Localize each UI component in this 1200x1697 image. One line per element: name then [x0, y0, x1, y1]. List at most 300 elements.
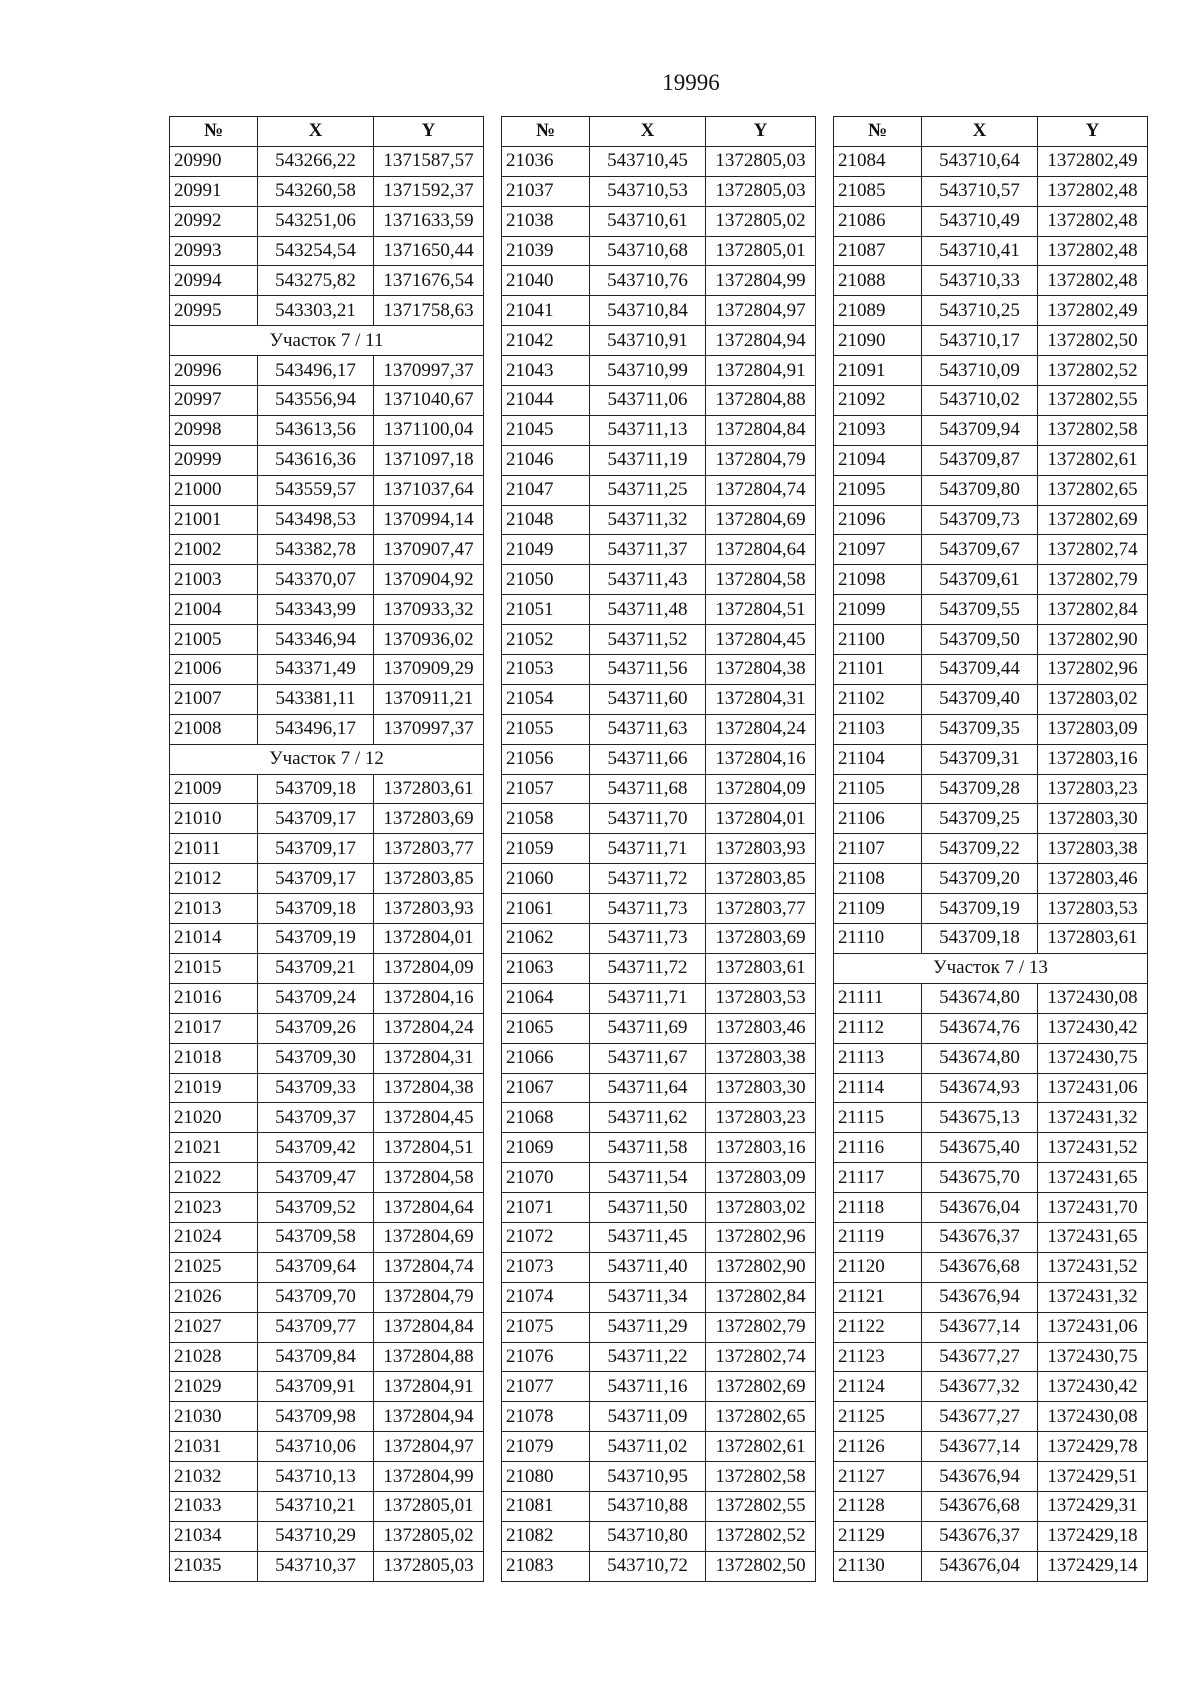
point-number-cell: 21011: [170, 834, 258, 864]
point-number-cell: 21048: [502, 505, 590, 535]
point-number-cell: 21067: [502, 1073, 590, 1103]
x-coordinate-cell: 543711,66: [590, 744, 706, 774]
x-coordinate-cell: 543709,42: [258, 1133, 374, 1163]
y-coordinate-cell: 1372804,88: [374, 1342, 484, 1372]
point-number-cell: 21057: [502, 774, 590, 804]
point-number-cell: 21035: [170, 1551, 258, 1581]
x-coordinate-cell: 543711,34: [590, 1282, 706, 1312]
table-row: [502, 595, 816, 625]
point-number-cell: 21084: [834, 146, 922, 176]
point-number-cell: 21087: [834, 236, 922, 266]
point-number-cell: 21070: [502, 1163, 590, 1193]
y-coordinate-cell: 1372804,01: [706, 804, 816, 834]
point-number-cell: 21040: [502, 266, 590, 296]
table-row: [170, 1342, 484, 1372]
column-header-number: №: [834, 117, 922, 147]
point-number-cell: 21063: [502, 953, 590, 983]
x-coordinate-cell: 543709,37: [258, 1103, 374, 1133]
point-number-cell: 21099: [834, 595, 922, 625]
x-coordinate-cell: 543709,40: [922, 684, 1038, 714]
point-number-cell: 21031: [170, 1432, 258, 1462]
table-row: [170, 146, 484, 176]
table-row: [502, 744, 816, 774]
y-coordinate-cell: 1372802,55: [1038, 386, 1148, 416]
x-coordinate-cell: 543710,80: [590, 1521, 706, 1551]
table-row: [170, 535, 484, 565]
table-row: [170, 595, 484, 625]
x-coordinate-cell: 543676,68: [922, 1491, 1038, 1521]
table-row: [170, 565, 484, 595]
y-coordinate-cell: 1372804,64: [706, 535, 816, 565]
point-number-cell: 21078: [502, 1402, 590, 1432]
x-coordinate-cell: 543709,77: [258, 1312, 374, 1342]
x-coordinate-cell: 543709,31: [922, 744, 1038, 774]
x-coordinate-cell: 543709,19: [258, 924, 374, 954]
x-coordinate-cell: 543711,43: [590, 565, 706, 595]
y-coordinate-cell: 1372802,96: [706, 1222, 816, 1252]
x-coordinate-cell: 543711,70: [590, 804, 706, 834]
point-number-cell: 21089: [834, 296, 922, 326]
y-coordinate-cell: 1372803,46: [706, 1013, 816, 1043]
table-row: [834, 834, 1148, 864]
y-coordinate-cell: 1372430,75: [1038, 1043, 1148, 1073]
table-row: [502, 655, 816, 685]
point-number-cell: 21012: [170, 864, 258, 894]
y-coordinate-cell: 1372804,69: [374, 1222, 484, 1252]
table-row: [170, 864, 484, 894]
y-coordinate-cell: 1372804,94: [706, 326, 816, 356]
table-row: [170, 1432, 484, 1462]
table-row: [834, 774, 1148, 804]
x-coordinate-cell: 543710,72: [590, 1551, 706, 1581]
x-coordinate-cell: 543251,06: [258, 206, 374, 236]
x-coordinate-cell: 543711,09: [590, 1402, 706, 1432]
table-row: [834, 475, 1148, 505]
point-number-cell: 21019: [170, 1073, 258, 1103]
y-coordinate-cell: 1371040,67: [374, 386, 484, 416]
table-row: [502, 924, 816, 954]
y-coordinate-cell: 1372804,24: [374, 1013, 484, 1043]
table-row: [834, 924, 1148, 954]
point-number-cell: 21077: [502, 1372, 590, 1402]
table-row: [502, 1402, 816, 1432]
y-coordinate-cell: 1372429,18: [1038, 1521, 1148, 1551]
table-row: [170, 1193, 484, 1223]
point-number-cell: 21111: [834, 983, 922, 1013]
point-number-cell: 21068: [502, 1103, 590, 1133]
x-coordinate-cell: 543709,28: [922, 774, 1038, 804]
table-row: [834, 1521, 1148, 1551]
y-coordinate-cell: 1372802,55: [706, 1491, 816, 1521]
x-coordinate-cell: 543674,80: [922, 983, 1038, 1013]
y-coordinate-cell: 1372803,77: [374, 834, 484, 864]
x-coordinate-cell: 543676,94: [922, 1282, 1038, 1312]
point-number-cell: 21121: [834, 1282, 922, 1312]
x-coordinate-cell: 543275,82: [258, 266, 374, 296]
x-coordinate-cell: 543709,33: [258, 1073, 374, 1103]
y-coordinate-cell: 1372803,16: [706, 1133, 816, 1163]
x-coordinate-cell: 543709,30: [258, 1043, 374, 1073]
y-coordinate-cell: 1370911,21: [374, 684, 484, 714]
x-coordinate-cell: 543711,72: [590, 953, 706, 983]
x-coordinate-cell: 543676,04: [922, 1193, 1038, 1223]
y-coordinate-cell: 1371633,59: [374, 206, 484, 236]
point-number-cell: 21086: [834, 206, 922, 236]
table-header-row: [502, 117, 816, 147]
x-coordinate-cell: 543710,99: [590, 356, 706, 386]
table-header-row: [834, 117, 1148, 147]
point-number-cell: 21107: [834, 834, 922, 864]
x-coordinate-cell: 543370,07: [258, 565, 374, 595]
point-number-cell: 20995: [170, 296, 258, 326]
table-header-row: [170, 117, 484, 147]
table-row: [834, 983, 1148, 1013]
table-row: [834, 894, 1148, 924]
x-coordinate-cell: 543343,99: [258, 595, 374, 625]
x-coordinate-cell: 543709,47: [258, 1163, 374, 1193]
table-row: [170, 804, 484, 834]
x-coordinate-cell: 543254,54: [258, 236, 374, 266]
table-row: [834, 1462, 1148, 1492]
point-number-cell: 21045: [502, 415, 590, 445]
x-coordinate-cell: 543709,17: [258, 834, 374, 864]
table-row: [502, 684, 816, 714]
point-number-cell: 21014: [170, 924, 258, 954]
x-coordinate-cell: 543675,40: [922, 1133, 1038, 1163]
table-row: [834, 176, 1148, 206]
point-number-cell: 21060: [502, 864, 590, 894]
point-number-cell: 21023: [170, 1193, 258, 1223]
table-row: [834, 565, 1148, 595]
x-coordinate-cell: 543709,73: [922, 505, 1038, 535]
table-row: [834, 266, 1148, 296]
point-number-cell: 21076: [502, 1342, 590, 1372]
point-number-cell: 21124: [834, 1372, 922, 1402]
table-row: [170, 655, 484, 685]
x-coordinate-cell: 543674,76: [922, 1013, 1038, 1043]
y-coordinate-cell: 1372803,23: [1038, 774, 1148, 804]
y-coordinate-cell: 1372430,08: [1038, 1402, 1148, 1432]
table-row: [170, 1013, 484, 1043]
x-coordinate-cell: 543710,61: [590, 206, 706, 236]
x-coordinate-cell: 543709,55: [922, 595, 1038, 625]
x-coordinate-cell: 543709,18: [922, 924, 1038, 954]
x-coordinate-cell: 543711,71: [590, 834, 706, 864]
x-coordinate-cell: 543711,40: [590, 1252, 706, 1282]
point-number-cell: 21001: [170, 505, 258, 535]
table-row: [170, 415, 484, 445]
point-number-cell: 21100: [834, 625, 922, 655]
table-row: [834, 1551, 1148, 1581]
point-number-cell: 21050: [502, 565, 590, 595]
x-coordinate-cell: 543709,18: [258, 894, 374, 924]
table-row: [502, 1222, 816, 1252]
x-coordinate-cell: 543711,25: [590, 475, 706, 505]
table-row: [502, 1312, 816, 1342]
y-coordinate-cell: 1372804,09: [706, 774, 816, 804]
y-coordinate-cell: 1372805,01: [374, 1491, 484, 1521]
point-number-cell: 21096: [834, 505, 922, 535]
table-row: [834, 864, 1148, 894]
x-coordinate-cell: 543711,54: [590, 1163, 706, 1193]
table-row: [834, 625, 1148, 655]
y-coordinate-cell: 1372802,50: [1038, 326, 1148, 356]
x-coordinate-cell: 543711,56: [590, 655, 706, 685]
point-number-cell: 21083: [502, 1551, 590, 1581]
x-coordinate-cell: 543709,26: [258, 1013, 374, 1043]
x-coordinate-cell: 543711,72: [590, 864, 706, 894]
table-row: [170, 953, 484, 983]
table-row: [502, 1163, 816, 1193]
x-coordinate-cell: 543710,84: [590, 296, 706, 326]
point-number-cell: 21129: [834, 1521, 922, 1551]
x-coordinate-cell: 543709,24: [258, 983, 374, 1013]
table-row: [502, 894, 816, 924]
table-row: [170, 1073, 484, 1103]
table-row: [502, 1462, 816, 1492]
table-row: [502, 714, 816, 744]
y-coordinate-cell: 1372431,06: [1038, 1312, 1148, 1342]
y-coordinate-cell: 1372803,69: [706, 924, 816, 954]
point-number-cell: 21043: [502, 356, 590, 386]
x-coordinate-cell: 543710,68: [590, 236, 706, 266]
table-row: [170, 1133, 484, 1163]
point-number-cell: 21054: [502, 684, 590, 714]
y-coordinate-cell: 1372804,38: [706, 655, 816, 685]
y-coordinate-cell: 1372804,74: [374, 1252, 484, 1282]
x-coordinate-cell: 543711,06: [590, 386, 706, 416]
y-coordinate-cell: 1372802,90: [1038, 625, 1148, 655]
point-number-cell: 21123: [834, 1342, 922, 1372]
y-coordinate-cell: 1372803,85: [706, 864, 816, 894]
point-number-cell: 20990: [170, 146, 258, 176]
y-coordinate-cell: 1372802,49: [1038, 146, 1148, 176]
x-coordinate-cell: 543266,22: [258, 146, 374, 176]
point-number-cell: 21053: [502, 655, 590, 685]
table-row: [502, 953, 816, 983]
y-coordinate-cell: 1372429,78: [1038, 1432, 1148, 1462]
y-coordinate-cell: 1371650,44: [374, 236, 484, 266]
table-row: [170, 236, 484, 266]
point-number-cell: 21044: [502, 386, 590, 416]
table-row: [170, 1551, 484, 1581]
table-row: [170, 983, 484, 1013]
y-coordinate-cell: 1372804,58: [706, 565, 816, 595]
y-coordinate-cell: 1372431,65: [1038, 1163, 1148, 1193]
table-row: [834, 1163, 1148, 1193]
point-number-cell: 21101: [834, 655, 922, 685]
table-row: [834, 804, 1148, 834]
point-number-cell: 21066: [502, 1043, 590, 1073]
y-coordinate-cell: 1372803,30: [1038, 804, 1148, 834]
y-coordinate-cell: 1372429,51: [1038, 1462, 1148, 1492]
point-number-cell: 21018: [170, 1043, 258, 1073]
point-number-cell: 21004: [170, 595, 258, 625]
point-number-cell: 21072: [502, 1222, 590, 1252]
y-coordinate-cell: 1372804,79: [706, 445, 816, 475]
y-coordinate-cell: 1372430,75: [1038, 1342, 1148, 1372]
x-coordinate-cell: 543711,58: [590, 1133, 706, 1163]
x-coordinate-cell: 543710,64: [922, 146, 1038, 176]
x-coordinate-cell: 543711,22: [590, 1342, 706, 1372]
x-coordinate-cell: 543711,32: [590, 505, 706, 535]
point-number-cell: 21046: [502, 445, 590, 475]
point-number-cell: 21082: [502, 1521, 590, 1551]
x-coordinate-cell: 543711,64: [590, 1073, 706, 1103]
y-coordinate-cell: 1372802,49: [1038, 296, 1148, 326]
table-row: [170, 386, 484, 416]
y-coordinate-cell: 1372804,88: [706, 386, 816, 416]
x-coordinate-cell: 543709,22: [922, 834, 1038, 864]
x-coordinate-cell: 543613,56: [258, 415, 374, 445]
y-coordinate-cell: 1372804,45: [706, 625, 816, 655]
y-coordinate-cell: 1372803,38: [706, 1043, 816, 1073]
x-coordinate-cell: 543675,13: [922, 1103, 1038, 1133]
table-row: [834, 326, 1148, 356]
point-number-cell: 21008: [170, 714, 258, 744]
y-coordinate-cell: 1372802,84: [706, 1282, 816, 1312]
y-coordinate-cell: 1372803,77: [706, 894, 816, 924]
y-coordinate-cell: 1372805,03: [374, 1551, 484, 1581]
x-coordinate-cell: 543676,94: [922, 1462, 1038, 1492]
x-coordinate-cell: 543709,17: [258, 864, 374, 894]
x-coordinate-cell: 543709,84: [258, 1342, 374, 1372]
point-number-cell: 21055: [502, 714, 590, 744]
table-row: [502, 983, 816, 1013]
x-coordinate-cell: 543711,73: [590, 894, 706, 924]
table-row: [170, 176, 484, 206]
y-coordinate-cell: 1371097,18: [374, 445, 484, 475]
table-row: [502, 206, 816, 236]
y-coordinate-cell: 1372803,53: [706, 983, 816, 1013]
y-coordinate-cell: 1372431,32: [1038, 1282, 1148, 1312]
x-coordinate-cell: 543559,57: [258, 475, 374, 505]
table-row: [170, 1163, 484, 1193]
table-row: [170, 445, 484, 475]
x-coordinate-cell: 543709,19: [922, 894, 1038, 924]
table-row: [502, 774, 816, 804]
y-coordinate-cell: 1372802,58: [706, 1462, 816, 1492]
x-coordinate-cell: 543496,17: [258, 356, 374, 386]
table-row: [834, 655, 1148, 685]
table-row: [170, 1372, 484, 1402]
x-coordinate-cell: 543710,37: [258, 1551, 374, 1581]
y-coordinate-cell: 1372804,99: [706, 266, 816, 296]
table-row: [834, 1073, 1148, 1103]
y-coordinate-cell: 1370994,14: [374, 505, 484, 535]
x-coordinate-cell: 543710,21: [258, 1491, 374, 1521]
point-number-cell: 21092: [834, 386, 922, 416]
x-coordinate-cell: 543710,06: [258, 1432, 374, 1462]
column-header-y: Y: [374, 117, 484, 147]
y-coordinate-cell: 1372804,58: [374, 1163, 484, 1193]
x-coordinate-cell: 543711,60: [590, 684, 706, 714]
y-coordinate-cell: 1372805,02: [706, 206, 816, 236]
point-number-cell: 21103: [834, 714, 922, 744]
table-row: [834, 744, 1148, 774]
y-coordinate-cell: 1372804,91: [374, 1372, 484, 1402]
point-number-cell: 21122: [834, 1312, 922, 1342]
point-number-cell: 21032: [170, 1462, 258, 1492]
table-row: [834, 146, 1148, 176]
y-coordinate-cell: 1372804,94: [374, 1402, 484, 1432]
table-row: [834, 595, 1148, 625]
y-coordinate-cell: 1371587,57: [374, 146, 484, 176]
y-coordinate-cell: 1370907,47: [374, 535, 484, 565]
point-number-cell: 21120: [834, 1252, 922, 1282]
point-number-cell: 21021: [170, 1133, 258, 1163]
x-coordinate-cell: 543676,04: [922, 1551, 1038, 1581]
point-number-cell: 21052: [502, 625, 590, 655]
point-number-cell: 21119: [834, 1222, 922, 1252]
y-coordinate-cell: 1372803,02: [706, 1193, 816, 1223]
x-coordinate-cell: 543710,13: [258, 1462, 374, 1492]
point-number-cell: 21091: [834, 356, 922, 386]
point-number-cell: 21110: [834, 924, 922, 954]
point-number-cell: 21013: [170, 894, 258, 924]
x-coordinate-cell: 543709,87: [922, 445, 1038, 475]
table-row: [170, 1103, 484, 1133]
x-coordinate-cell: 543371,49: [258, 655, 374, 685]
y-coordinate-cell: 1372431,52: [1038, 1252, 1148, 1282]
point-number-cell: 21064: [502, 983, 590, 1013]
table-row: [502, 326, 816, 356]
x-coordinate-cell: 543710,57: [922, 176, 1038, 206]
x-coordinate-cell: 543303,21: [258, 296, 374, 326]
table-row: [502, 505, 816, 535]
y-coordinate-cell: 1372804,24: [706, 714, 816, 744]
point-number-cell: 21108: [834, 864, 922, 894]
coordinate-table-1: [169, 116, 484, 1582]
y-coordinate-cell: 1372802,96: [1038, 655, 1148, 685]
point-number-cell: 21015: [170, 953, 258, 983]
table-row: [170, 1222, 484, 1252]
point-number-cell: 21058: [502, 804, 590, 834]
table-row: [170, 296, 484, 326]
page-number: 19996: [662, 70, 720, 95]
table-row: [502, 565, 816, 595]
x-coordinate-cell: 543709,94: [922, 415, 1038, 445]
point-number-cell: 21029: [170, 1372, 258, 1402]
point-number-cell: 21007: [170, 684, 258, 714]
point-number-cell: 21112: [834, 1013, 922, 1043]
x-coordinate-cell: 543710,45: [590, 146, 706, 176]
x-coordinate-cell: 543711,69: [590, 1013, 706, 1043]
table-row: [170, 206, 484, 236]
table-row: [502, 1372, 816, 1402]
x-coordinate-cell: 543711,48: [590, 595, 706, 625]
y-coordinate-cell: 1371592,37: [374, 176, 484, 206]
x-coordinate-cell: 543677,14: [922, 1432, 1038, 1462]
x-coordinate-cell: 543677,27: [922, 1342, 1038, 1372]
table-row: [834, 1193, 1148, 1223]
x-coordinate-cell: 543711,02: [590, 1432, 706, 1462]
point-number-cell: 21113: [834, 1043, 922, 1073]
table-row: [170, 505, 484, 535]
y-coordinate-cell: 1372803,46: [1038, 864, 1148, 894]
point-number-cell: 20991: [170, 176, 258, 206]
point-number-cell: 21088: [834, 266, 922, 296]
table-row: [834, 1342, 1148, 1372]
table-row: [834, 1103, 1148, 1133]
point-number-cell: 21128: [834, 1491, 922, 1521]
y-coordinate-cell: 1372803,61: [706, 953, 816, 983]
y-coordinate-cell: 1370997,37: [374, 714, 484, 744]
y-coordinate-cell: 1370909,29: [374, 655, 484, 685]
table-row: [170, 266, 484, 296]
x-coordinate-cell: 543676,37: [922, 1521, 1038, 1551]
x-coordinate-cell: 543709,18: [258, 774, 374, 804]
